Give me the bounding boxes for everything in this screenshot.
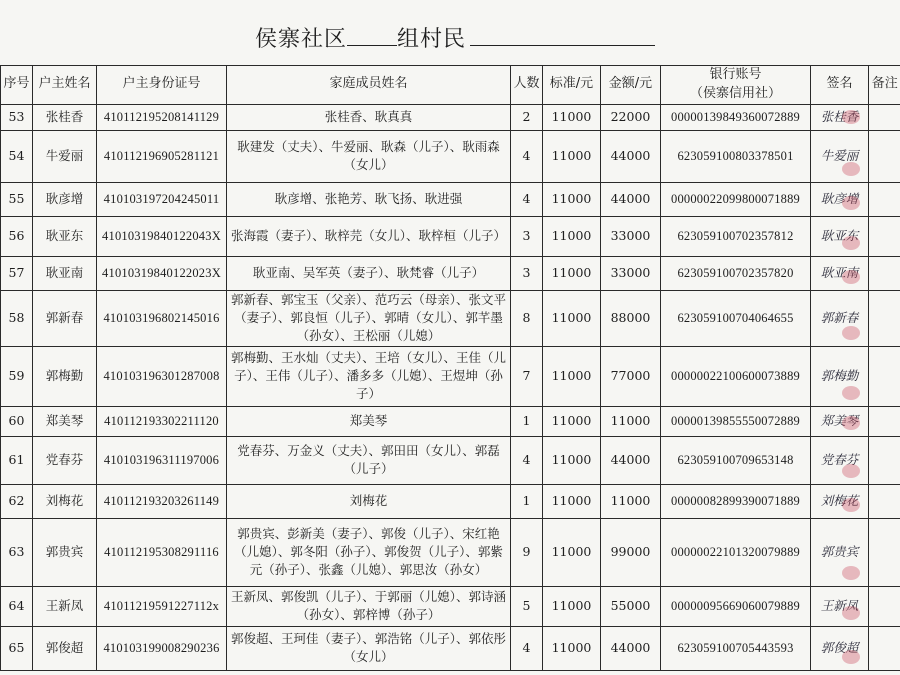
row-head-name: 张桂香 — [33, 104, 97, 130]
row-signature: 党春芬 — [811, 436, 869, 484]
row-count: 9 — [511, 518, 543, 586]
fingerprint-stamp — [842, 650, 860, 664]
row-note — [869, 130, 900, 182]
row-members: 刘梅花 — [227, 484, 511, 518]
row-bank-account: 000001398555500728​89 — [661, 406, 811, 436]
fingerprint-stamp — [842, 386, 860, 400]
row-count: 1 — [511, 406, 543, 436]
page-title — [255, 22, 655, 53]
row-members: 郑美琴 — [227, 406, 511, 436]
row-seq: 60 — [1, 406, 33, 436]
header-bank-account — [661, 66, 811, 105]
table-row — [1, 436, 900, 484]
row-head-name: 刘梅花 — [33, 484, 97, 518]
row-seq: 62 — [1, 484, 33, 518]
row-head-name: 耿亚南 — [33, 256, 97, 290]
table-row — [1, 406, 900, 436]
fingerprint-stamp — [842, 498, 860, 512]
row-seq: 56 — [1, 216, 33, 256]
row-amount: 88000 — [601, 290, 661, 346]
row-standard: 11000 — [543, 290, 601, 346]
row-seq: 55 — [1, 182, 33, 216]
header-note: 备注 — [869, 66, 900, 105]
row-bank-account: 000000828993900718​89 — [661, 484, 811, 518]
row-seq: 65 — [1, 626, 33, 670]
table-row — [1, 216, 900, 256]
payment-table — [0, 65, 900, 671]
row-id-number: 41011219591227112x — [97, 586, 227, 626]
row-amount: 33000 — [601, 216, 661, 256]
header-amount: 金额/元 — [601, 66, 661, 105]
row-seq: 54 — [1, 130, 33, 182]
row-bank-account: 6230591008033​78501 — [661, 130, 811, 182]
row-count: 3 — [511, 256, 543, 290]
row-note — [869, 346, 900, 406]
row-id-number: 410112195208141129 — [97, 104, 227, 130]
row-note — [869, 436, 900, 484]
row-standard: 11000 — [543, 346, 601, 406]
row-signature: 耿亚东 — [811, 216, 869, 256]
row-amount: 11000 — [601, 484, 661, 518]
row-standard: 11000 — [543, 436, 601, 484]
row-amount: 44000 — [601, 626, 661, 670]
header-row — [1, 66, 900, 105]
blank-line-village — [470, 27, 655, 46]
row-signature: 郭梅勤 — [811, 346, 869, 406]
row-members: 王新凤、郭俊凯（儿子）、于郭丽（儿媳）、郭诗涵（孙女）、郭梓博（孙子） — [227, 586, 511, 626]
header-id: 户主身份证号 — [97, 66, 227, 105]
row-id-number: 410112193203261149 — [97, 484, 227, 518]
row-amount: 44000 — [601, 436, 661, 484]
row-amount: 22000 — [601, 104, 661, 130]
fingerprint-stamp — [842, 110, 860, 124]
row-id-number: 410103199008290236 — [97, 626, 227, 670]
row-id-number: 410103197204245011 — [97, 182, 227, 216]
row-head-name: 党春芬 — [33, 436, 97, 484]
row-members: 党春芬、万金义（丈夫）、郭田田（女儿）、郭磊（儿子） — [227, 436, 511, 484]
row-bank-account: 6230591007040646​55 — [661, 290, 811, 346]
row-standard: 11000 — [543, 104, 601, 130]
row-bank-account: 000000221006000738​89 — [661, 346, 811, 406]
row-standard: 11000 — [543, 216, 601, 256]
row-signature: 郭俊超 — [811, 626, 869, 670]
row-note — [869, 256, 900, 290]
row-count: 7 — [511, 346, 543, 406]
header-count: 人数 — [511, 66, 543, 105]
table-row — [1, 104, 900, 130]
row-note — [869, 216, 900, 256]
header-bank-line1: 银行账号 — [709, 67, 762, 82]
row-members: 耿彦增、张艳芳、耿飞扬、耿进强 — [227, 182, 511, 216]
row-id-number: 410103196802145016 — [97, 290, 227, 346]
row-bank-account: 0000013984936007288​9 — [661, 104, 811, 130]
row-head-name: 郑美琴 — [33, 406, 97, 436]
table-row — [1, 626, 900, 670]
row-amount: 44000 — [601, 182, 661, 216]
row-amount: 44000 — [601, 130, 661, 182]
row-note — [869, 586, 900, 626]
row-standard: 11000 — [543, 586, 601, 626]
table-row — [1, 182, 900, 216]
row-count: 2 — [511, 104, 543, 130]
row-members: 郭新春、郭宝玉（父亲）、范巧云（母亲）、张文平（妻子）、郭良恒（儿子）、郭晴（女儿）、郭芊墨（孙女）、王松丽（儿媳） — [227, 290, 511, 346]
row-count: 8 — [511, 290, 543, 346]
header-seq: 序号 — [1, 66, 33, 105]
row-id-number: 410112195308291116 — [97, 518, 227, 586]
row-members: 耿建发（丈夫）、牛爱丽、耿森（儿子）、耿雨森（女儿） — [227, 130, 511, 182]
row-bank-account: 000000956690600798​89 — [661, 586, 811, 626]
row-head-name: 郭梅勤 — [33, 346, 97, 406]
row-bank-account: 000000220998000718​89 — [661, 182, 811, 216]
row-standard: 11000 — [543, 130, 601, 182]
row-count: 4 — [511, 626, 543, 670]
row-id-number: 410103196311197006 — [97, 436, 227, 484]
row-note — [869, 104, 900, 130]
row-members: 郭贵宾、彭新美（妻子）、郭俊（儿子）、宋红艳（儿媳）、郭冬阳（孙子）、郭俊贺（儿子）、郭紫元（孙子）、张鑫（儿媳）、郭思汝（孙女） — [227, 518, 511, 586]
row-standard: 11000 — [543, 626, 601, 670]
row-signature: 郑美琴 — [811, 406, 869, 436]
header-standard: 标准/元 — [543, 66, 601, 105]
row-id-number: 410112193302211120 — [97, 406, 227, 436]
row-signature: 郭新春 — [811, 290, 869, 346]
fingerprint-stamp — [842, 162, 860, 176]
row-count: 4 — [511, 436, 543, 484]
row-id-number: 410103196301287008 — [97, 346, 227, 406]
row-bank-account: 6230591007054435​93 — [661, 626, 811, 670]
row-bank-account: 000000221013200798​89 — [661, 518, 811, 586]
row-members: 耿亚南、吴军英（妻子）、耿梵睿（儿子） — [227, 256, 511, 290]
row-head-name: 郭新春 — [33, 290, 97, 346]
row-count: 1 — [511, 484, 543, 518]
title-suffix: 组村民 — [397, 27, 467, 52]
row-head-name: 郭俊超 — [33, 626, 97, 670]
row-note — [869, 182, 900, 216]
row-head-name: 郭贵宾 — [33, 518, 97, 586]
row-members: 郭梅勤、王水灿（丈夫）、王培（女儿）、王佳（儿子）、王伟（儿子）、潘多多（儿媳）、王煜坤（孙子） — [227, 346, 511, 406]
row-head-name: 耿亚东 — [33, 216, 97, 256]
row-signature: 牛爱丽 — [811, 130, 869, 182]
row-seq: 63 — [1, 518, 33, 586]
row-seq: 59 — [1, 346, 33, 406]
row-signature: 刘梅花 — [811, 484, 869, 518]
table-row — [1, 518, 900, 586]
row-id-number: 41010319840122043X — [97, 216, 227, 256]
row-amount: 33000 — [601, 256, 661, 290]
row-standard: 11000 — [543, 256, 601, 290]
fingerprint-stamp — [842, 606, 860, 620]
row-amount: 99000 — [601, 518, 661, 586]
row-bank-account: 6230591007023578​20 — [661, 256, 811, 290]
row-standard: 11000 — [543, 518, 601, 586]
row-standard: 11000 — [543, 484, 601, 518]
row-bank-account: 6230591007096531​48 — [661, 436, 811, 484]
row-standard: 11000 — [543, 406, 601, 436]
row-signature: 郭贵宾 — [811, 518, 869, 586]
row-note — [869, 518, 900, 586]
table-row — [1, 346, 900, 406]
row-head-name: 王新凤 — [33, 586, 97, 626]
row-signature: 耿亚南 — [811, 256, 869, 290]
row-standard: 11000 — [543, 182, 601, 216]
row-members: 张桂香、耿真真 — [227, 104, 511, 130]
row-signature: 耿彦增 — [811, 182, 869, 216]
fingerprint-stamp — [842, 270, 860, 284]
header-signature: 签名 — [811, 66, 869, 105]
row-signature: 王新凤 — [811, 586, 869, 626]
row-note — [869, 290, 900, 346]
row-amount: 77000 — [601, 346, 661, 406]
row-signature: 张桂香 — [811, 104, 869, 130]
fingerprint-stamp — [842, 196, 860, 210]
title-prefix: 侯寨社区 — [255, 27, 348, 52]
fingerprint-stamp — [842, 236, 860, 250]
row-seq: 64 — [1, 586, 33, 626]
row-head-name: 耿彦增 — [33, 182, 97, 216]
table-row — [1, 586, 900, 626]
fingerprint-stamp — [842, 326, 860, 340]
fingerprint-stamp — [842, 416, 860, 430]
row-count: 4 — [511, 130, 543, 182]
row-seq: 58 — [1, 290, 33, 346]
row-amount: 55000 — [601, 586, 661, 626]
header-members: 家庭成员姓名 — [227, 66, 511, 105]
row-members: 张海霞（妻子）、耿梓芫（女儿）、耿梓桓（儿子） — [227, 216, 511, 256]
row-head-name: 牛爱丽 — [33, 130, 97, 182]
row-amount: 11000 — [601, 406, 661, 436]
row-note — [869, 406, 900, 436]
row-note — [869, 626, 900, 670]
row-seq: 53 — [1, 104, 33, 130]
fingerprint-stamp — [842, 464, 860, 478]
row-note — [869, 484, 900, 518]
table-row — [1, 484, 900, 518]
row-count: 5 — [511, 586, 543, 626]
row-count: 3 — [511, 216, 543, 256]
header-bank-line2: （侯寨信用社） — [689, 85, 781, 101]
row-seq: 57 — [1, 256, 33, 290]
table-row — [1, 130, 900, 182]
table-row — [1, 290, 900, 346]
blank-line-group — [347, 27, 397, 46]
row-bank-account: 6230591007023578​12 — [661, 216, 811, 256]
fingerprint-stamp — [842, 566, 860, 580]
row-id-number: 410112196905281121 — [97, 130, 227, 182]
row-id-number: 41010319840122023X — [97, 256, 227, 290]
row-seq: 61 — [1, 436, 33, 484]
table-row — [1, 256, 900, 290]
header-head-name: 户主姓名 — [33, 66, 97, 105]
row-count: 4 — [511, 182, 543, 216]
row-members: 郭俊超、王珂佳（妻子）、郭浩铭（儿子）、郭依彤（女儿） — [227, 626, 511, 670]
